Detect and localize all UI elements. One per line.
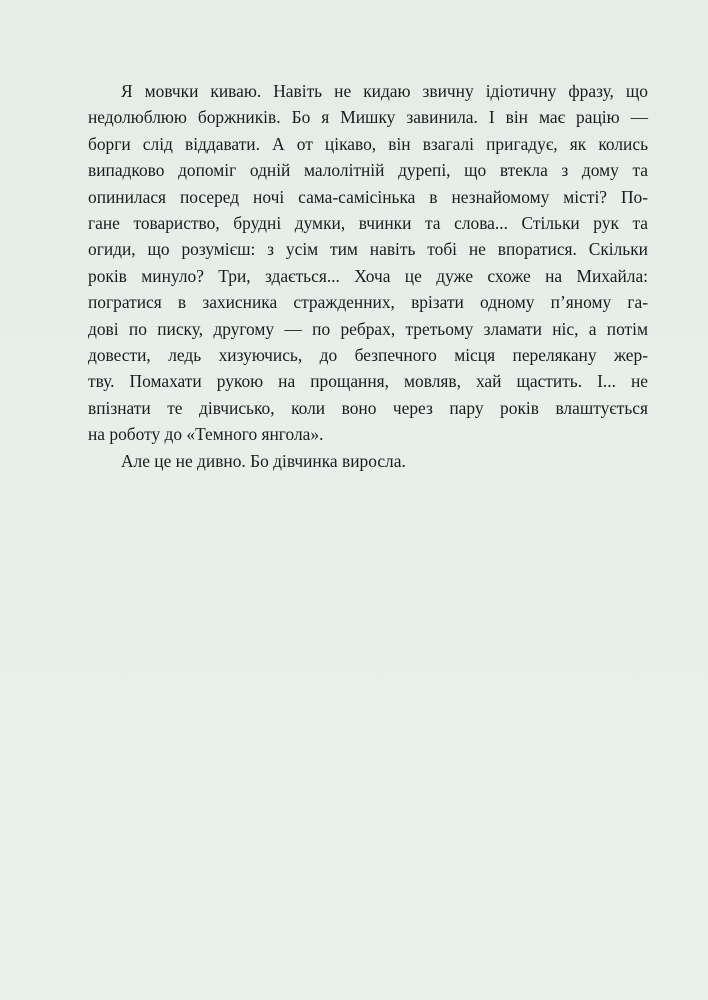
paragraph-1-line-3: борги слід віддавати. А от цікаво, він взагалі пригадує, як колись <box>88 133 648 154</box>
paragraph-1-line-7: огиди, що розумієш: з усім тим навіть тобі не впоратися. Скільки <box>88 239 648 260</box>
paragraph-1-line-10: дові по писку, другому — по ребрах, третьому зламати ніс, а потім <box>88 318 648 339</box>
paragraph-1-line-6: гане товариство, брудні думки, вчинки та слова... Стільки рук та <box>88 213 648 234</box>
paragraph-1-line-5: опинилася посеред ночі сама-самісінька в незнайомому місті? По- <box>88 186 648 207</box>
paragraph-1-line-9: погратися в захисника стражденних, врізати одному п’яному га- <box>88 292 648 313</box>
paragraph-1-line-1: Я мовчки киваю. Навіть не кидаю звичну ідіотичну фразу, що <box>121 81 648 101</box>
paragraph-1-line-11: довести, ледь хизуючись, до безпечного місця перелякану жер- <box>88 345 648 366</box>
paragraph-2-line-1: Але це не дивно. Бо дівчинка виросла. <box>121 450 406 471</box>
paragraph-1-line-4: випадково допоміг одній малолітній дурепі, що втекла з дому та <box>88 160 648 181</box>
paragraph-1-line-12: тву. Помахати рукою на прощання, мовляв, хай щастить. І... не <box>88 371 648 392</box>
body-text <box>88 78 648 474</box>
paragraph-1-line-14: на роботу до «Темного янгола». <box>88 424 324 445</box>
paragraph-1-line-13: впізнати те дівчисько, коли воно через пару років влаштується <box>88 397 648 418</box>
paragraph-1-line-2: недолюблюю боржників. Бо я Мишку завинила. І він має рацію — <box>88 107 648 128</box>
paragraph-1-line-8: років минуло? Три, здається... Хоча це дуже схоже на Михайла: <box>88 265 648 286</box>
